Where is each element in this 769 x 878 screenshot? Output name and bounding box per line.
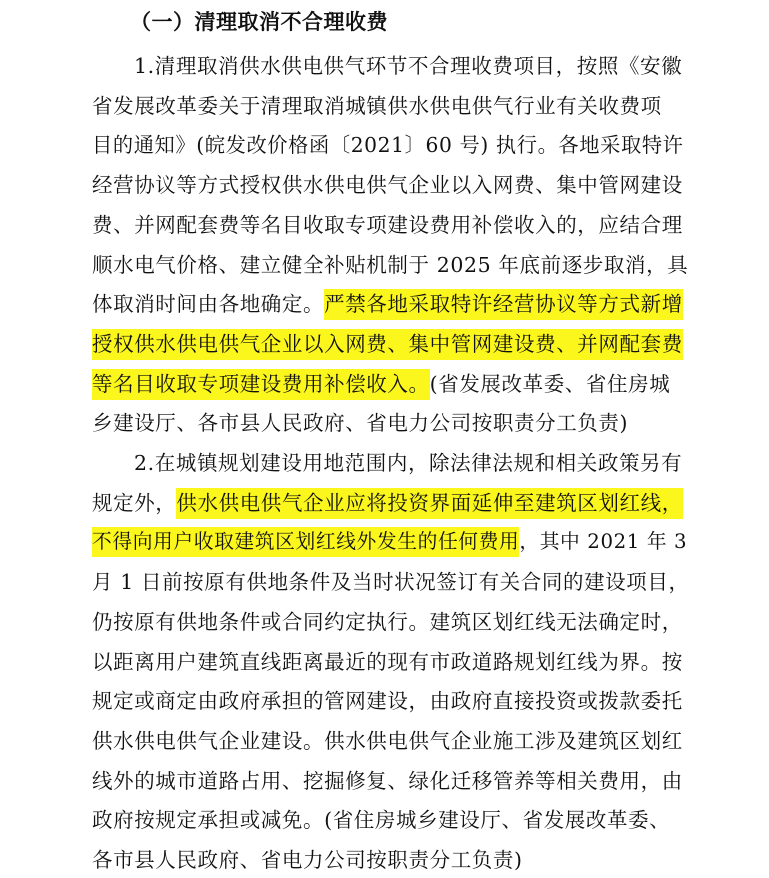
para2-line-11: 各市县人民政府、省电力公司按职责分工负责)	[92, 848, 523, 872]
para1-line-2: 省发展改革委关于清理取消城镇供水供电供气行业有关收费项	[92, 93, 662, 118]
para1-line-4: 经营协议等方式授权供水供电供气企业以入网费、集中管网建设	[92, 173, 683, 198]
para2-line-9: 线外的城市道路占用、挖掘修复、绿化迁移管养等相关费用，由	[92, 768, 683, 793]
para2-line-7: 规定或商定由政府承担的管网建设，由政府直接投资或拨款委托	[92, 689, 683, 714]
highlighted-text: 授权供水供电供气企业以入网费、集中管网建设费、并网配套费	[92, 329, 683, 360]
para2-line-10: 政府按规定承担或减免。(省住房城乡建设厅、省发展改革委、	[92, 808, 671, 833]
para1-line-6: 顺水电气价格、建立健全补贴机制于 2025 年底前逐步取消，具	[92, 252, 689, 277]
highlighted-text: 不得向用户收取建筑区划红线外发生的任何费用	[92, 527, 519, 557]
para2-line-4: 月 1 日前按原有供地条件及当时状况签订有关合同的建设项目，	[92, 570, 690, 595]
para1-line-3: 目的通知》(皖发改价格函〔2021〕60 号) 执行。各地采取特许	[92, 133, 684, 158]
para2-line-2	[92, 487, 683, 519]
para1-line-7-text: 体取消时间由各地确定。	[92, 292, 325, 317]
section-heading: （一）清理取消不合理收费	[130, 10, 388, 34]
para1-line-1: 1.清理取消供水供电供气环节不合理收费项目，按照《安徽	[134, 54, 683, 78]
para1-line-5: 费、并网配套费等名目收取专项建设费用补偿收入的，应结合理	[92, 212, 683, 237]
para1-line-9-text: (省发展改革委、省住房城	[429, 371, 671, 396]
para2-line-8: 供水供电供气企业建设。供水供电供气企业施工涉及建筑区划红	[92, 728, 683, 753]
para2-line-2-text: 规定外，	[92, 490, 177, 515]
para2-line-6: 以距离用户建筑直线距离最近的现有市政道路规划红线为界。按	[92, 649, 683, 674]
highlighted-text: 供水供电供气企业应将投资界面延伸至建筑区划红线，	[176, 488, 682, 519]
para1-line-9	[92, 368, 670, 400]
para2-line-3	[92, 526, 687, 558]
highlighted-text: 等名目收取专项建设费用补偿收入。	[92, 369, 430, 400]
para2-line-1: 2.在城镇规划建设用地范围内，除法律法规和相关政策另有	[134, 451, 683, 475]
para1-line-8	[92, 328, 683, 360]
highlighted-text: 严禁各地采取特许经营协议等方式新增	[324, 289, 683, 320]
para2-line-5: 仍按原有供地条件或合同约定执行。建筑区划红线无法确定时，	[92, 609, 683, 634]
para1-line-7	[92, 288, 683, 320]
para1-line-10: 乡建设厅、各市县人民政府、省电力公司按职责分工负责)	[92, 411, 629, 436]
para2-line-3-text: ，其中 2021 年 3	[519, 530, 688, 554]
